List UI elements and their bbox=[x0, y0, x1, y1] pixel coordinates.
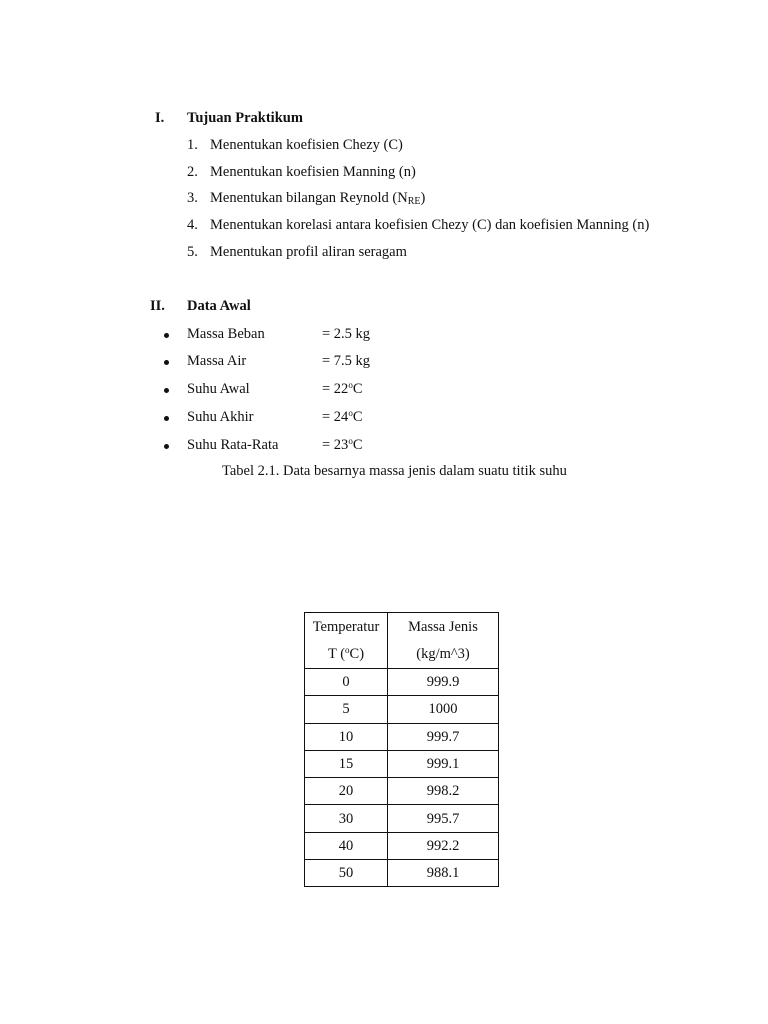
list-item-text: Menentukan bilangan Reynold (N bbox=[210, 190, 408, 206]
cell-density: 995.7 bbox=[388, 805, 499, 832]
data-value bbox=[322, 409, 362, 426]
list-item-suffix: ) bbox=[420, 190, 426, 206]
cell-temperature: 15 bbox=[305, 750, 388, 777]
section-1-numeral: I. bbox=[155, 110, 165, 126]
density-table bbox=[304, 612, 499, 887]
table-row bbox=[305, 696, 499, 723]
data-label: Suhu Awal bbox=[187, 381, 250, 397]
list-item-number: 1. bbox=[187, 137, 198, 153]
cell-density: 988.1 bbox=[388, 860, 499, 887]
table-row bbox=[305, 805, 499, 832]
list-item-text: Menentukan profil aliran seragam bbox=[210, 244, 407, 260]
data-value: = 2.5 kg bbox=[322, 326, 371, 342]
bullet-icon bbox=[164, 388, 169, 393]
list-item-text: Menentukan koefisien Manning (n) bbox=[210, 164, 416, 180]
value-number: = 23 bbox=[322, 437, 349, 453]
cell-temperature: 20 bbox=[305, 778, 388, 805]
table-header-row bbox=[305, 613, 499, 669]
cell-temperature: 0 bbox=[305, 669, 388, 696]
value-unit: C bbox=[352, 409, 363, 425]
header-density-line2: (kg/m^3) bbox=[416, 645, 470, 662]
table-row bbox=[305, 778, 499, 805]
list-item-text: Menentukan korelasi antara koefisien Chezy (C) dan koefisien Manning (n) bbox=[210, 217, 650, 233]
header-temperature-pre: T ( bbox=[327, 645, 346, 662]
cell-temperature: 10 bbox=[305, 723, 388, 750]
subscript-re: RE bbox=[407, 196, 421, 207]
cell-density: 992.2 bbox=[388, 832, 499, 859]
data-value bbox=[322, 437, 362, 454]
data-label: Suhu Akhir bbox=[187, 409, 254, 425]
bullet-icon bbox=[164, 444, 169, 449]
data-label: Suhu Rata-Rata bbox=[187, 437, 279, 453]
table-caption: Tabel 2.1. Data besarnya massa jenis dalam suatu titik suhu bbox=[222, 463, 567, 479]
list-item-text-reynold bbox=[210, 190, 425, 207]
value-number: = 24 bbox=[322, 409, 349, 425]
table-row bbox=[305, 723, 499, 750]
data-label: Massa Air bbox=[187, 353, 247, 369]
section-1-title: Tujuan Praktikum bbox=[187, 110, 303, 126]
data-value bbox=[322, 381, 362, 398]
cell-temperature: 40 bbox=[305, 832, 388, 859]
header-density-line1: Massa Jenis bbox=[408, 618, 478, 635]
list-item-number: 3. bbox=[187, 190, 198, 206]
table-row bbox=[305, 860, 499, 887]
value-unit: C bbox=[352, 437, 363, 453]
bullet-icon bbox=[164, 416, 169, 421]
cell-temperature: 50 bbox=[305, 860, 388, 887]
header-density bbox=[388, 613, 499, 669]
header-temperature bbox=[305, 613, 388, 669]
data-label: Massa Beban bbox=[187, 326, 265, 342]
header-temperature-line2 bbox=[328, 646, 364, 662]
cell-density: 999.7 bbox=[388, 723, 499, 750]
cell-temperature: 30 bbox=[305, 805, 388, 832]
degree-sup: o bbox=[348, 380, 353, 390]
table-row bbox=[305, 669, 499, 696]
list-item-number: 2. bbox=[187, 164, 198, 180]
cell-density: 999.1 bbox=[388, 750, 499, 777]
bullet-icon bbox=[164, 360, 169, 365]
list-item-number: 5. bbox=[187, 244, 198, 260]
list-item-text: Menentukan koefisien Chezy (C) bbox=[210, 137, 403, 153]
section-2-title: Data Awal bbox=[187, 298, 251, 314]
header-temperature-post: C) bbox=[349, 645, 365, 662]
header-temperature-line1: Temperatur bbox=[312, 618, 380, 635]
value-number: = 22 bbox=[322, 381, 349, 397]
degree-sup: o bbox=[345, 644, 350, 655]
degree-sup: o bbox=[348, 436, 353, 446]
data-value: = 7.5 kg bbox=[322, 353, 371, 369]
section-2-numeral: II. bbox=[150, 298, 165, 314]
value-unit: C bbox=[352, 381, 363, 397]
bullet-icon bbox=[164, 333, 169, 338]
table-row bbox=[305, 750, 499, 777]
list-item-number: 4. bbox=[187, 217, 198, 233]
cell-density: 998.2 bbox=[388, 778, 499, 805]
cell-temperature: 5 bbox=[305, 696, 388, 723]
table-row bbox=[305, 832, 499, 859]
cell-density: 1000 bbox=[388, 696, 499, 723]
degree-sup: o bbox=[348, 408, 353, 418]
cell-density: 999.9 bbox=[388, 669, 499, 696]
